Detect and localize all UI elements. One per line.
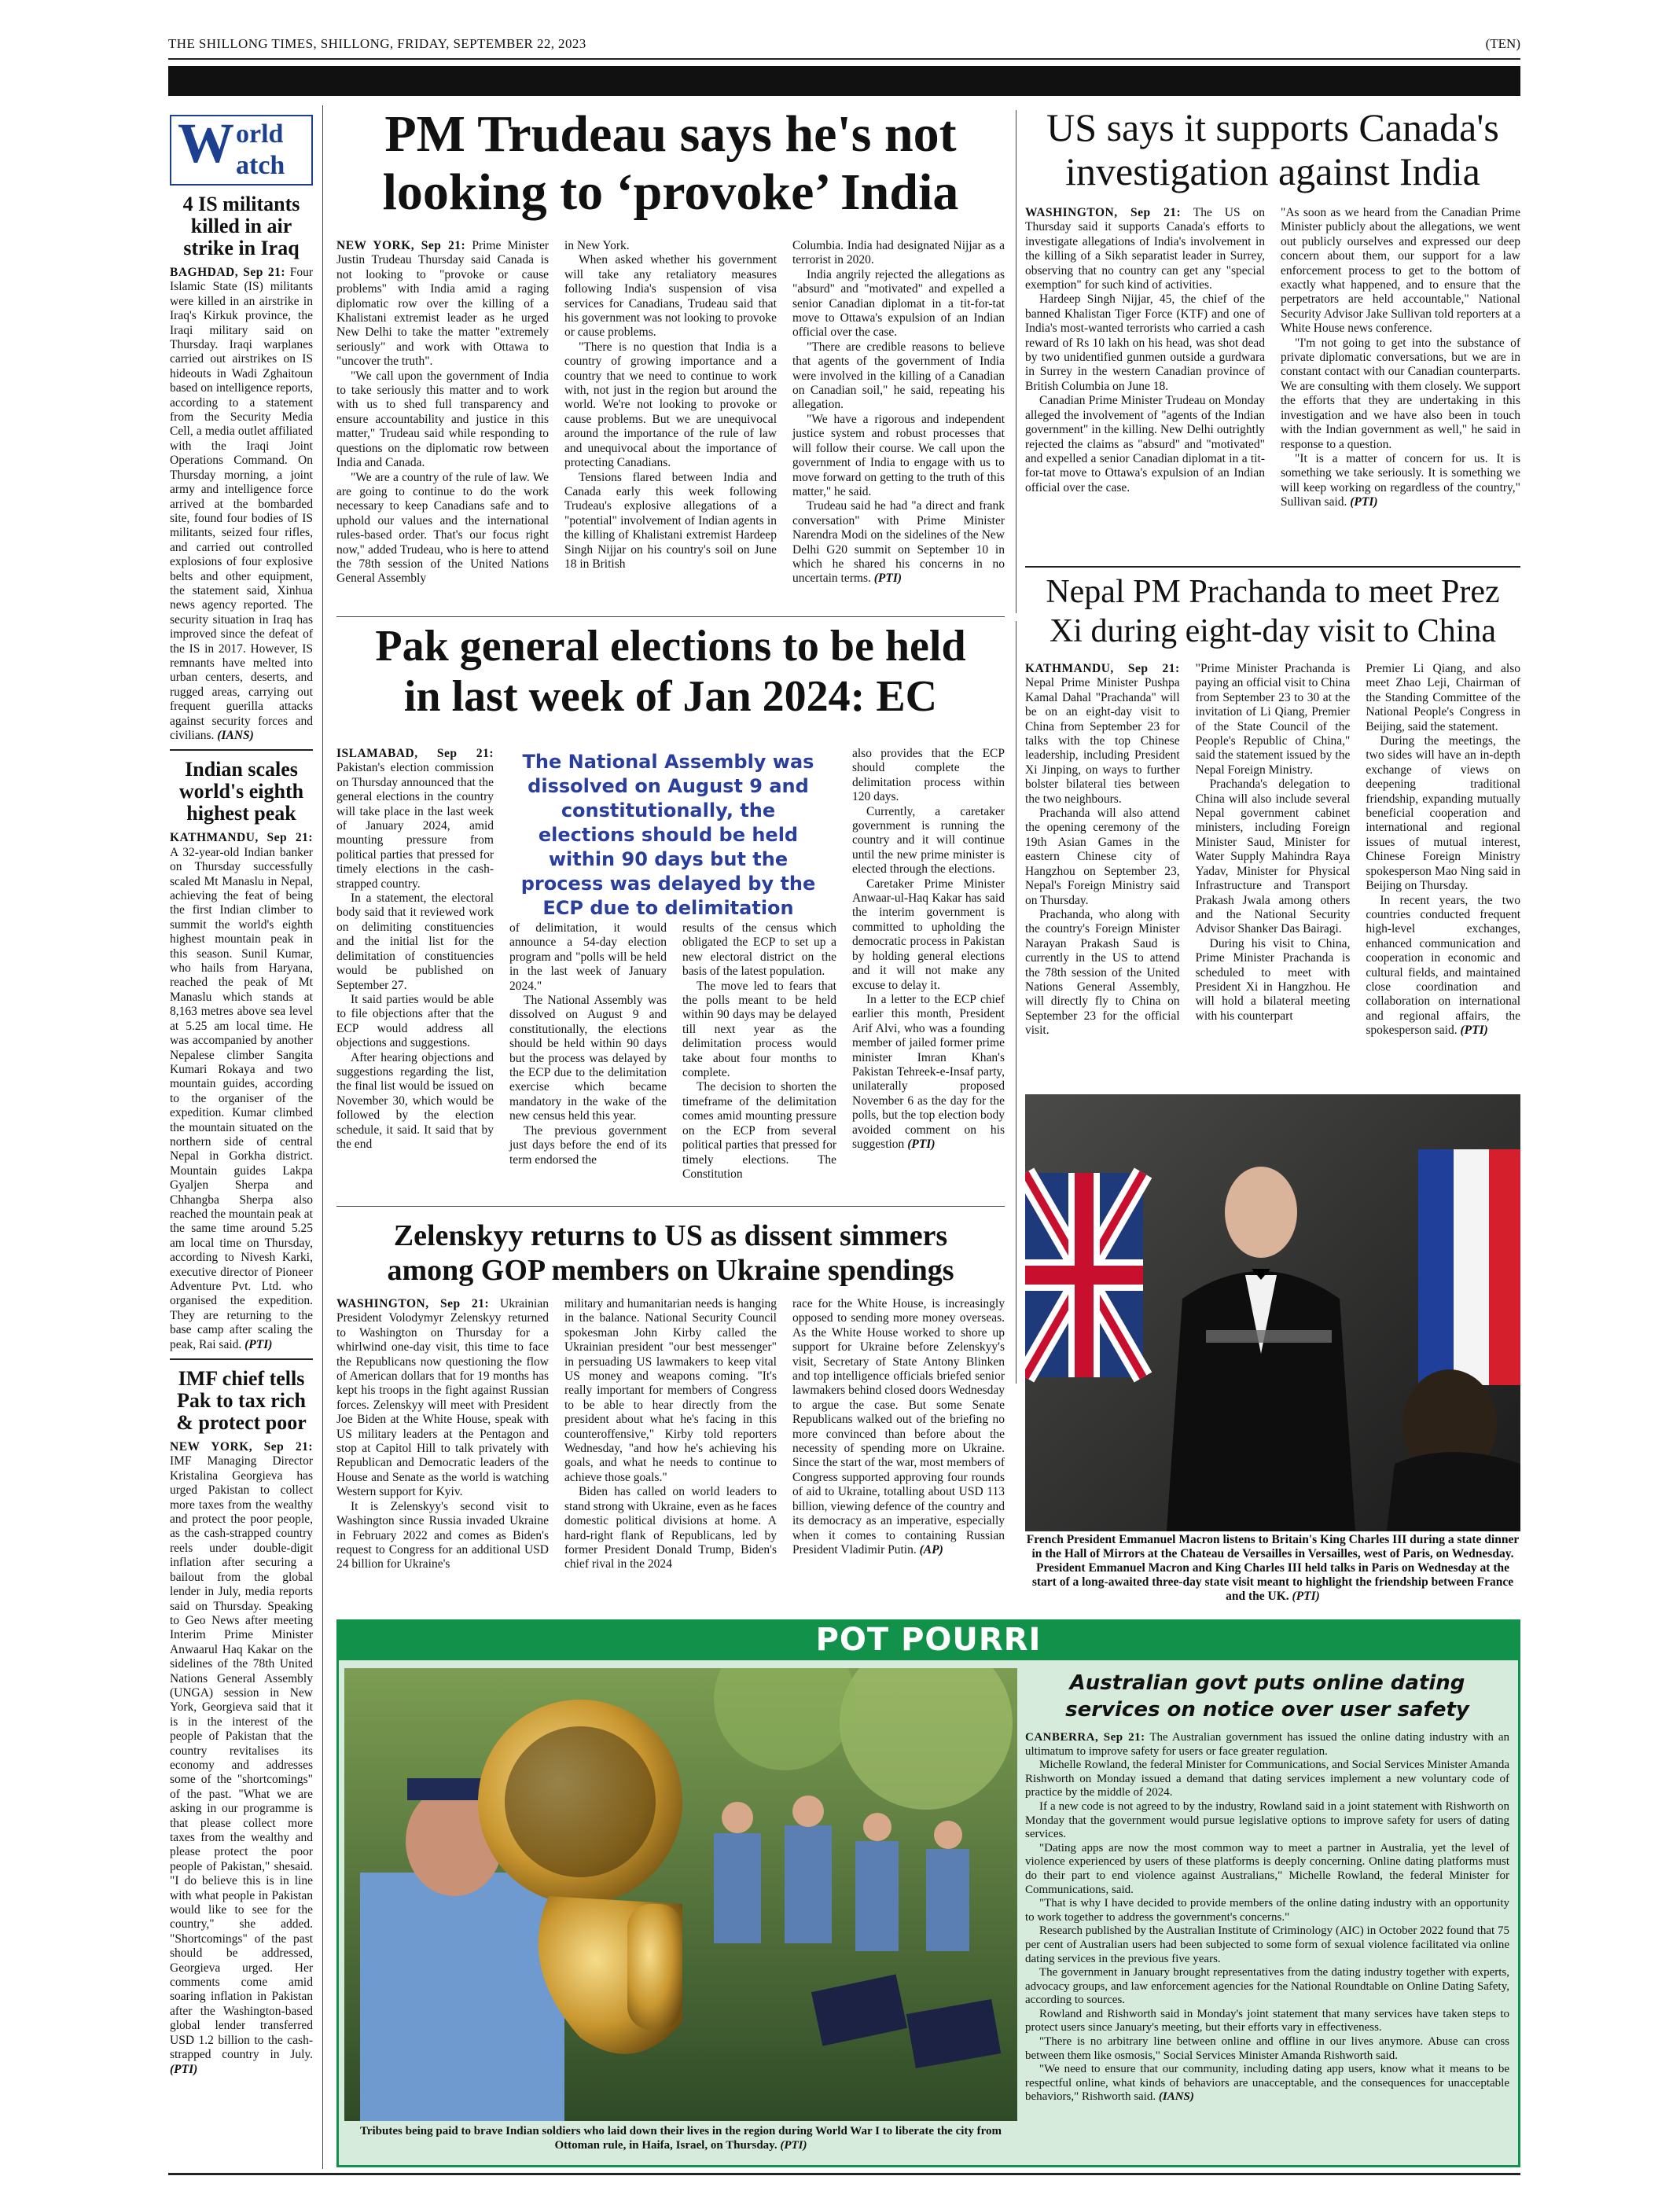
dating-p9: "There is no arbitrary line between online and offline in our lives anymore. Abuse can cross between them like osmosis," Social Services Minister Amanda Rishworth said. [1025,2035,1509,2062]
pak-col-2 [509,921,667,1167]
military-band-illustration [344,1668,1017,2121]
dating-dateline: CANBERRA, Sep 21: [1025,1731,1145,1744]
pak-col-4 [852,747,1005,1152]
pak-p1: Pakistan's election commission on Thursday announced that the general elections in the country will take place in the last week of January 2024, amid mounting pressure from political parties that pressed for timely elections in the cash-strapped country. [336,761,494,891]
world-watch-logo-orld: orld [236,119,284,149]
pak-p6: The National Assembly was dissolved on August 9 and constitutionally, the elections should be held within 90 days but the process was delayed by the ECP due to the delimitation exercise which became mandatory in the wake of the new census held this year. [509,994,667,1123]
nepal-col-1 [1025,662,1180,1038]
ww-body-2 [170,831,313,1352]
dating-headline: Australian govt puts online dating services on notice over user safety [1065,1671,1469,1722]
us-canada-columns [1025,206,1520,510]
pak-p7: The previous government just days before the end of its term endorsed the [509,1123,667,1167]
masthead-rule-thin [168,58,1520,60]
nepal-credit: (PTI) [1460,1024,1488,1038]
band-caption-text: Tributes being paid to brave Indian soldiers who laid down their lives in the region during World War I to liberate the city from Ottoman rule, in Haifa, Israel, on Thursday. [359,2125,1002,2152]
world-watch-logo [170,112,313,186]
pak-p14: In a letter to the ECP chief earlier this month, President Arif Alvi, who was a founding member of jailed former prime minister Imran Khan's Pakistan Tehreek-e-Insaf party, unilaterally proposed November 6 as the day for the polls, but the top election body avoided comment on his suggestion [852,992,1005,1151]
dating-p7: The government in January brought representatives from the dating industry together with experts, advocacy groups, and law enforcement agencies for the National Roundtable on Online Dating Safety, according to sources. [1025,1966,1509,2007]
ww-body-3 [170,1440,313,2077]
nepal-p9: In recent years, the two countries conducted frequent high-level exchanges, enhanced communication and cooperation in economic and cultural fields, and maintained close coordination and collaboration on international and regional affairs, the spokesperson said. [1366,893,1521,1038]
trudeau-p9: India angrily rejected the allegations as "absurd" and "motivated" and expelled a senior Canadian diplomat in a tit-for-tat move to Ottawa's expulsion of an Indian official over the case. [792,267,1005,340]
dating-p5: "That is why I have decided to provide members of the online dating industry with an opportunity to work together to address the government's concerns." [1025,1897,1509,1924]
dating-credit: (IANS) [1158,2090,1194,2104]
bottom-rule [168,2173,1520,2175]
trudeau-p11: "We have a rigorous and independent justice system and robust processes that will follow their course. We call upon the government of India to engage with us to move forward on getting to the truth of this matter," he said. [792,412,1005,498]
pak-story [336,621,1005,1181]
band-caption [354,2124,1008,2152]
musician-shirt [360,1873,564,2121]
trudeau-col-3 [792,239,1005,586]
pot-pourri-title: POT POURRI [815,1622,1042,1658]
zelenskyy-credit: (AP) [919,1542,943,1557]
pak-dateline: ISLAMABAD, Sep 21: [336,747,494,760]
pak-p9: The move led to fears that the polls meant to be held within 90 days may be delayed till next year as the delimitation process would take about four months to complete. [682,979,836,1080]
pak-p10: The decision to shorten the timeframe of the delimitation comes amid mounting pressure on the ECP from several political parties that pressed for timely elections. The Constitution [682,1080,836,1181]
nepal-headline: Nepal PM Prachanda to meet Prez Xi during eight-day visit to China [1046,574,1500,649]
pak-p2: In a statement, the electoral body said that it reviewed work on delimiting constituencies and the initial list for the delimitation of constituencies would be published on September 27. [336,891,494,992]
pak-p4: After hearing objections and suggestions regarding the list, the final list would be issued on November 30, which would be followed by the election schedule, it said. It said that by the end [336,1050,494,1151]
world-watch-logo-atch: atch [236,151,285,180]
dating-p10: "We need to ensure that our community, including dating app users, know what it means to be respectful online, what kinds of behaviors are unacceptable, and the consequences for unacceptable behaviors," Rishworth said. [1025,2063,1509,2104]
trudeau-p2: "We call upon the government of India to take seriously this matter and to work with us to shed full transparency and ensure accountability and justice in this matter," Trudeau said while responding to questions on the diplomatic row between India and Canada. [336,369,549,470]
lectern [1206,1330,1332,1343]
pak-credit: (PTI) [907,1137,936,1151]
zelenskyy-columns [336,1297,1005,1572]
ww-divider-1 [170,749,313,751]
us-nepal-rule [1025,566,1520,568]
us-canada-p5: "I'm not going to get into the substance of private diplomatic conversations, but we are in constant contact with our Canadian counterparts. We are consulting with them closely. We support the efforts that they are undertaking in this investigation and we have also been in touch with the Indian government as well," he said in response to a question. [1281,336,1520,451]
nepal-col-2 [1196,662,1351,1038]
world-watch-rule [322,105,323,2169]
nepal-p5: Prachanda's delegation to China will also include several Nepal government cabinet ministers, including Foreign Minister Saud, Minister for Water Supply Mahindra Raya Yadav, Minister for Physical Infrastructure and Transport Prakash Jwala among others and the National Security Advisor Shanker Das Bairagi. [1195,777,1351,936]
trudeau-p6: "There is no question that India is a country of growing importance and a country that we need to continue to work with, not just in the region but around the world. We're not looking to provoke or cause problems. But we are unequivocal around the importance of the rule of law and unequivocal about the importance of protecting Canadians. [564,340,777,470]
masthead [168,36,1520,55]
trudeau-p8: Columbia. India had designated Nijjar as a terrorist in 2020. [792,239,1005,267]
nepal-columns [1025,662,1520,1038]
trudeau-p4: in New York. [564,239,630,252]
nepal-p7: Premier Li Qiang, and also meet Zhao Leji, Chairman of the Standing Committee of the National People's Congress in Beijing, said the statement. [1366,662,1521,733]
ww-credit-1: (IANS) [217,729,254,742]
zelenskyy-col-3 [792,1297,1005,1572]
nepal-p8: During the meetings, the two sides will have an in-depth exchange of views on deepening traditional friendship, expanding mutually beneficial cooperation and international and regional issues of mutual interest, Chinese Foreign Ministry spokesperson Mao Ning said in Beijing on Thursday. [1366,734,1521,893]
dating-p4: "Dating apps are now the most common way to meet a partner in Australia, yet the level of violence experienced by users of these platforms is deeply concerning. Online dating platforms must do their part to end violence against Australians," Michelle Rowland, the federal Minister for Communications, said. [1025,1841,1509,1896]
zelenskyy-p3: military and humanitarian needs is hanging in the balance. National Security Council spokesman John Kirby called the Ukrainian president "our best messenger" in persuading US lawmakers to keep vital US money and weapons coming. "It's really important for members of Congress to be able to hear directly from the president about what he's facing in this counteroffensive," Kirby told reporters Wednesday, "and how he's achieving his goals, and what he needs to continue to achieve those goals." [564,1297,777,1484]
pak-p11: also provides that the ECP should complete the delimitation process within 120 days. [852,747,1005,804]
band-caption-credit: (PTI) [780,2139,807,2152]
pak-col-3 [682,921,836,1182]
ww-headline-1: 4 IS militants killed in air strike in Iraq [182,193,300,259]
trudeau-col-2 [564,239,777,586]
trudeau-p3: "We are a country of the rule of law. We are going to continue to do the work necessary to keep Canadians safe and to uphold our values and the international rules-based order. That's our focus right now," added Trudeau, who is here to attend the 78th session of the United Nations General Assembly [336,470,549,586]
nepal-dateline: KATHMANDU, Sep 21: [1025,662,1180,675]
trudeau-dateline: NEW YORK, Sep 21: [336,239,466,252]
us-canada-col-1 [1025,206,1265,510]
ww-credit-3: (PTI) [170,2062,198,2076]
king-charles-caption [1025,1533,1520,1604]
ww-story-1 [170,193,313,743]
dating-p2: Michelle Rowland, the federal Minister for Communications, and Social Services Minister Amanda Rishworth on Monday issued a demand that dating services implement a new voluntary code of practice by the middle of 2024. [1025,1759,1509,1799]
state-dinner-illustration [1025,1094,1520,1531]
ww-divider-2 [170,1358,313,1360]
us-canada-story [1025,105,1520,510]
trudeau-col-1 [336,239,549,586]
ww-body-1 [170,266,313,743]
trudeau-p7: Tensions flared between India and Canada early this week following Trudeau's explosive allegations of a "potential" involvement of Indian agents in the killing of Khalistani extremist Hardeep Singh Nijjar on his country's soil on June 18 in British [564,470,777,571]
us-canada-p6: "It is a matter of concern for us. It is something we take seriously. It is something we will keep working on regardless of the country," Sullivan said. [1281,451,1520,509]
zelenskyy-p4: Biden has called on world leaders to stand strong with Ukraine, even as he faces domestic political divisions at home. A hard-right flank of Republicans, led by former President Donald Trump, Biden's chief rival in the 2024 [564,1485,777,1571]
king-charles-photo [1025,1094,1520,1531]
us-canada-p3: Canadian Prime Minister Trudeau on Monday alleged the involvement of "agents of the Indian government" in the killing. New Delhi outrightly rejected the claims as "absurd" and "motivated" and expelled a senior Canadian diplomat in a tit-for-tat move to Ottawa's expulsion of an Indian official over the case. [1025,394,1265,494]
ww-text-2: A 32-year-old Indian banker on Thursday successfully scaled Mt Manaslu in Nepal, achieving the feat of being the first Indian climber to summit the world's eighth highest mountain peak in this season. Sunil Kumar, who hails from Haryana, reached the peak of Mt Manaslu which stands at 8,163 metres above sea level at 5.25 am local time. He was accompanied by another Nepalese climber Sangita Kumari Rokaya and two mountain guides, according to the organiser of the expedition. Kumar climbed the mountain situated on the northern side of central Nepal in Gorkha district. Mountain guides Lakpa Gyaljen Sherpa and Chhangba Sherpa also reached the mountain peak at the same time around 5.25 am local time on Thursday, according to Nivesh Karki, executive director of Pioneer Adventure Pvt. Ltd. who organised the expedition. They are returning to the base camp after scaling the peak, Rai said. [170,845,313,1351]
nepal-p4: "Prime Minister Prachanda is paying an official visit to China from September 23 to 30 at the invitation of Li Qiang, Premier of the State Council of the People's Republic of China," said the statement issued by the Nepal Foreign Ministry. [1195,662,1351,777]
masthead-right: (TEN) [1485,36,1520,51]
nepal-col-3 [1366,662,1520,1038]
nepal-p6: During his visit to China, Prime Minister Prachanda is scheduled to meet with President Xi in Hangzhou. He will hold a bilateral meeting with his counterpart [1195,936,1351,1023]
trudeau-columns [336,239,1005,586]
us-canada-dateline: WASHINGTON, Sep 21: [1025,206,1182,219]
trudeau-credit: (PTI) [873,572,902,586]
nepal-p1: Nepal Prime Minister Pushpa Kamal Dahal "Prachanda" will be on an eight-day visit to China from September 23 for talks with the top Chinese leadership, including President Xi Jinping, on ways to further bolster bilateral ties between the two neighbours. [1025,676,1180,806]
zelenskyy-col-2 [564,1297,777,1572]
trudeau-story [336,105,1005,586]
pak-p5: of delimitation, it would announce a 54-day election program and "polls will be held in the last week of January 2024." [509,921,667,993]
king-caption-text: French President Emmanuel Macron listens to Britain's King Charles III during a state dinner in the Hall of Mirrors at the Chateau de Versailles in Versailles, west of Paris, on Wednesday. President Emmanuel Macron and King Charles III held talks in Paris on Wednesday at the start of a long-awaited three-day state visit meant to highlight the friendship between France and the UK. [1026,1533,1520,1603]
zelenskyy-p1: Ukrainian President Volodymyr Zelenskyy returned to Washington on Thursday for a whirlwind one-day visit, this time to face the Republicans now questioning the flow of American dollars that for 19 months has kept his troops in the fight against Russian forces. Zelenskyy will meet with President Joe Biden at the White House, speak with US military leaders at the Pentagon and stop at Capitol Hill to talk privately with Republican and Democratic leaders of the House and Senate as the world is watching Western support for Kyiv. [336,1297,549,1499]
pak-p8: results of the census which obligated the ECP to set up a new electoral district on the basis of the latest population. [682,921,836,979]
ww-credit-2: (PTI) [244,1337,273,1351]
dating-p8: Rowland and Rishworth said in Monday's joint statement that many services have taken steps to protect users since January's meeting, but their efforts vary in effectiveness. [1025,2007,1509,2034]
ww-text-3: IMF Managing Director Kristalina Georgieva has urged Pakistan to collect more taxes from the wealthy and protect the poor people, as the cash-strapped country reels under double-digit inflation after securing a bailout from the global lender in July, media reports said on Thursday. Speaking to Geo News after meeting Interim Prime Minister Anwaarul Haq Kakar on the sidelines of the 78th United Nations General Assembly (UNGA) session in New York, Georgieva said that it is in the interest of the people of Pakistan that the country revitalises its economy and addresses some of the "shortcomings" of the past. "What we are asking in our programme is that please collect more taxes from the wealthy and please protect the poor people of Pakistan," shesaid. "I do believe this is in line with what people in Pakistan would like to see for the country," she added. "Shortcomings" of the past should be addressed, Georgieva urged. Her comments come amid soaring inflation in Pakistan after the Washington-based global lender transferred USD 1.2 billion to the cash-strapped country in July. [170,1454,313,2062]
trudeau-p12: Trudeau said he had "a direct and frank conversation" with Prime Minister Narendra Modi on the sidelines of the New Delhi G20 summit on September 10 in which he shared his concerns in no uncertain terms. [792,499,1005,586]
dating-p6: Research published by the Australian Institute of Criminology (AIC) in October 2022 found that 75 per cent of Australian users had been subjected to some form of sexual violence facilitated via online dating services in the previous five years. [1025,1924,1509,1965]
us-canada-credit: (PTI) [1350,495,1378,509]
zelenskyy-headline: Zelenskyy returns to US as dissent simmers among GOP members on Ukraine spendings [387,1219,954,1287]
ww-dateline-2: KATHMANDU, Sep 21: [170,831,313,845]
dating-p3: If a new code is not agreed to by the industry, Rowland said in a joint statement with Rishworth on Monday that the government would pursue legislative options to improve safety for users of dating services. [1025,1799,1509,1841]
pak-headline: Pak general elections to be held in last week of Jan 2024: EC [375,622,966,721]
pak-col-1 [336,747,494,1152]
pak-pullquote: The National Assembly was dissolved on August 9 and constitutionally, the elections should be held within 90 days but the process was delayed by the ECP due to delimitation [520,751,816,919]
dating-body [1025,1731,1509,2104]
zelenskyy-dateline: WASHINGTON, Sep 21: [336,1297,490,1310]
ww-headline-2: Indian scales world's eighth highest peak [178,758,304,825]
world-watch-column [170,112,313,2077]
zelenskyy-col-1 [336,1297,549,1572]
ww-headline-3: IMF chief tells Pak to tax rich & protect poor [176,1367,307,1435]
ww-story-2 [170,759,313,1352]
zelenskyy-p2: It is Zelenskyy's second visit to Washington since Russia invaded Ukraine in February 2022 and comes as Biden's request to Congress for an additional USD 24 billion for Ukraine's [336,1499,549,1571]
trudeau-p10: "There are credible reasons to believe that agents of the government of India were involved in the killing of a Canadian on Canadian soil," he said, repeating his allegation. [792,340,1005,412]
zelenskyy-p5: race for the White House, is increasingly opposed to sending more money overseas. As the White House worked to shore up support for Ukraine before Zelenskyy's visit, Secretary of State Antony Blinken and top intelligence officials briefed senior lawmakers behind closed doors Wednesday to argue the case. But some Senate Republicans walked out of the briefing no more convinced than before about the necessity of spending more on Ukraine. Since the start of the war, most members of Congress supported approving four rounds of aid to Ukraine, totalling about USD 113 billion, viewing defence of the country and its democracy as an imperative, especially when it comes to containing Russian President Vladimir Putin. [792,1297,1005,1557]
us-canada-p4: "As soon as we heard from the Canadian Prime Minister publicly about the allegations, we went out publicly ourselves and expressed our deep concern about them, our support for a law enforcement process to get to the bottom of exactly what happened, and to ensure that the perpetrators are held accountable," National Security Advisor Jake Sullivan told reporters at a White House news conference. [1281,206,1520,336]
trudeau-p1: Prime Minister Justin Trudeau Thursday said Canada is not looking to "provoke or cause problems" with India amid a raging diplomatic row over the killing of a Khalistani extremist leader as he urged New Delhi to take the matter "extremely seriously" and work with Ottawa to "uncover the truth". [336,239,549,369]
nepal-story [1025,572,1520,1038]
ww-story-3 [170,1368,313,2077]
trudeau-pak-rule [336,616,1005,617]
pak-p3: It said parties would be able to file objections after that the ECP would address all objections and suggestions. [336,992,494,1050]
pot-pourri-banner [336,1619,1520,1660]
french-flag [1418,1149,1520,1385]
dating-p1: The Australian government has issued the online dating industry with an ultimatum to improve safety for users or face greater regulation. [1025,1731,1510,1758]
trudeau-p5: When asked whether his government will take any retaliatory measures following India's suspension of visa services for Canadians, Trudeau said that his government was not looking to provoke or cause problems. [564,253,777,340]
nepal-p2: Prachanda will also attend the opening ceremony of the 19th Asian Games in the eastern Chinese city of Hangzhou on September 23, Nepal's Foreign Ministry said on Thursday. [1025,807,1180,907]
us-canada-p2: Hardeep Singh Nijjar, 45, the chief of the banned Khalistan Tiger Force (KTF) and one of India's most-wanted terrorists who carried a cash reward of Rs 10 lakh on his head, was shot dead by two unidentified gunmen outside a gurdwara in Surrey in the western Canadian province of British Columbia on June 18. [1025,292,1265,393]
band-photo [344,1668,1017,2121]
pak-p12: Currently, a caretaker government is running the country and it will continue until the new prime minister is elected through the elections. [852,804,1005,877]
pak-p13: Caretaker Prime Minister Anwaar-ul-Haq Kakar has said the interim government is committed to upholding the democratic process in Pakistan by holding general elections and it will not make any excuse to delay it. [852,877,1005,992]
ww-text-1: Four Islamic State (IS) militants were killed in an airstrike in Iraq's Kirkuk province, the Iraqi military said on Thursday. Iraqi warplanes carried out airstrikes on IS hideouts in Wadi Zghaitoun based on intelligence reports, according to a statement from the Security Media Cell, a media outlet affiliated with the Iraqi Joint Operations Command. On Thursday morning, a joint army and intelligence force arrived at the bombarded site, found four bodies of IS militants, seized four rifles, and carried out controlled explosions of four explosive belts and other equipment, the statement said, Xinhua news agency reported. The security situation in Iraq has improved since the defeat of the IS in 2017. However, IS remnants have melted into urban centers, deserts, and rugged areas, carrying out frequent guerilla attacks against security forces and civilians. [170,266,313,742]
zelenskyy-story [336,1218,1005,1572]
ww-dateline-3: NEW YORK, Sep 21: [170,1440,313,1454]
us-canada-headline: US says it supports Canada's investigation against India [1046,105,1499,193]
us-canada-col-2 [1281,206,1520,510]
ww-dateline-1: BAGHDAD, Sep 21: [170,266,286,279]
king-caption-credit: (PTI) [1292,1590,1320,1603]
union-flag [1025,1173,1143,1377]
masthead-left: THE SHILLONG TIMES, SHILLONG, FRIDAY, SEPTEMBER 22, 2023 [168,36,586,51]
masthead-rule-thick [168,66,1520,96]
world-watch-logo-w: W [178,112,234,175]
nepal-p3: Prachanda, who along with the country's Foreign Minister Narayan Prakash Saud is currently in the US to attend the 78th session of the United Nations General Assembly, will directly fly to China on September 23 for the official visit. [1025,907,1180,1038]
trudeau-headline: PM Trudeau says he's not looking to ‘provoke’ India [382,105,959,221]
dating-story [1025,1670,1509,2104]
pak-zelenskyy-rule [336,1206,1005,1207]
us-canada-p1: The US on Thursday said it supports Canada's efforts to investigate allegations of India's involvement in the killing of a Sikh separatist leader in Surrey, observing that no country can get any "special exemption" for such kind of activities. [1025,206,1265,292]
